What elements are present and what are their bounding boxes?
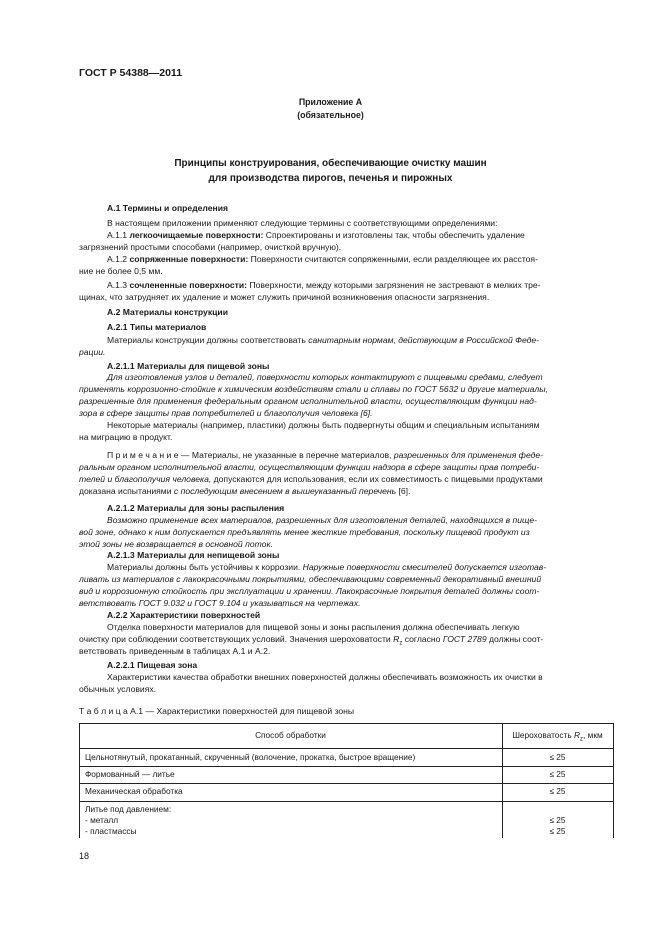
paragraph-line: Характеристики качества обработки внешних поверхностей должны обеспечивать возможность их очистки в: [107, 672, 543, 682]
paragraph-line: разрешенные для применения федеральным органом исполнительной власти, осуществляющим функции над-: [79, 396, 537, 406]
table-cell-value: ≤ 25: [549, 769, 566, 779]
paragraph-line: рации.: [79, 347, 106, 357]
table-cell-value: ≤ 25: [549, 826, 566, 836]
section-heading: А.1 Термины и определения: [107, 203, 229, 213]
table-cell-method: Цельнотянутый, прокатанный, скрученный (волочение, прокатка, быстрое вращение): [85, 752, 416, 762]
text-run: Материалы, не указанные в перечне материалов,: [191, 450, 392, 460]
table-caption-text: Характеристики поверхностей для пищевой зоны: [156, 706, 355, 716]
paragraph-line: Возможно применение всех материалов, разрешенных для изготовления деталей, находящихся в пище-: [107, 515, 537, 525]
section-heading: А.2 Материалы конструкции: [107, 307, 228, 317]
term-number: А.1.2: [107, 254, 128, 264]
text-run: Материалы должны быть устойчивы к коррозии.: [107, 562, 301, 572]
term-definition: Поверхности, между которыми загрязнения не застревают в мелких тре-: [249, 280, 541, 290]
text-run: [6].: [398, 486, 411, 496]
paragraph-line: щинах, что затрудняет их удаление и может служить причиной возникновения опасности загрязнения.: [79, 292, 490, 302]
text-run: согласно: [404, 634, 441, 644]
note-line: [79, 474, 543, 485]
table-caption: [79, 706, 354, 717]
characteristics-table: [79, 723, 614, 838]
paragraph-line: вид и коррозионную стойкость при эксплуатации и хранении. Лакокрасочные покрытия деталей должны соот-: [79, 586, 540, 596]
paragraph-line: вой зоне, однако к ним допускается предъявлять менее жесткие требования, поскольку пищевой продукт из: [79, 527, 530, 537]
term-number: А.1.1: [107, 230, 128, 240]
symbol-r: R: [393, 634, 400, 644]
table-rule: [79, 766, 614, 767]
note-line: [79, 486, 410, 497]
text-run: Шероховатость: [512, 730, 572, 740]
document-header: ГОСТ Р 54388—2011: [79, 67, 183, 79]
paragraph-line: ливать из материалов с лакокрасочными покрытиями, обеспечивающими современный декоративный внешний: [79, 574, 542, 584]
paragraph-line: Для изготовления узлов и деталей, поверхности которых контактируют с пищевыми средами, следует: [107, 372, 543, 382]
appendix-title: Приложение А: [298, 97, 363, 107]
paragraph-line: ветствовать ГОСТ 9.032 и ГОСТ 9.104 и указываться на чертежах.: [79, 598, 361, 608]
text-run: санитарным нормам, действующим в Российской Феде-: [308, 335, 540, 345]
symbol-r: R: [574, 730, 581, 740]
text-run: должны соот-: [489, 634, 544, 644]
paragraph-line: на миграцию в продукт.: [79, 432, 173, 442]
term-name: сочлененные поверхности:: [129, 280, 248, 290]
paragraph-line: Некоторые материалы (например, пластики) должны быть подвергнуты общим и специальным испытаниям: [107, 420, 540, 430]
table-cell-method: - пластмассы: [85, 826, 137, 836]
paragraph-line: применять коррозионно-стойкие к химическим воздействиям стали и сплавы по ГОСТ 5632 и другие материалы,: [79, 384, 548, 394]
section-heading: А.2.2.1 Пищевая зона: [107, 660, 198, 670]
text-run: Материалы конструкции должны соответствовать: [107, 335, 306, 345]
text-run: , мкм: [583, 730, 603, 740]
section-heading: А.2.1 Типы материалов: [107, 322, 207, 332]
paragraph-line: обычных условиях.: [79, 684, 157, 694]
paragraph-line: загрязнений простыми способами (например, очисткой вручную).: [79, 242, 342, 252]
table-header-method: Способ обработки: [255, 730, 326, 740]
paragraph-line: этой зоны не возвращается в основной поток.: [79, 539, 273, 549]
table-rule: [79, 723, 614, 724]
text-run: ГОСТ 2789: [442, 634, 487, 644]
table-cell-value: ≤ 25: [549, 815, 566, 825]
table-cell-method: Формованный — литье: [85, 769, 175, 779]
term-line: [107, 230, 525, 241]
table-cell-method: Механическая обработка: [85, 786, 183, 796]
paragraph-line: В настоящем приложении применяют следующие термины с соответствующими определениями:: [107, 218, 498, 228]
table-caption-label: Т а б л и ц а А.1 —: [79, 706, 155, 716]
paragraph-line: ние не более 0,5 мм.: [79, 266, 163, 276]
text-run: очистку при соблюдении соответствующих условий. Значения шероховатости: [79, 634, 391, 644]
table-rule: [79, 748, 614, 749]
paragraph-line: ветствовать приведенным в таблицах А.1 и А.2.: [79, 646, 271, 656]
text-run: доказана испытаниями: [79, 486, 172, 496]
paragraph-line: Отделка поверхности материалов для пищевой зоны и зоны распыления должна обеспечивать легкую: [107, 622, 520, 632]
note-label: П р и м е ч а н и е —: [107, 450, 190, 460]
page-title-line-2: для производства пирогов, печенья и пирожных: [208, 173, 453, 184]
paragraph-line: зора в сфере защиты прав потребителей и благополучия человека [6].: [79, 408, 373, 418]
term-number: А.1.3: [107, 280, 128, 290]
page-title-line-1: Принципы конструирования, обеспечивающие очистку машин: [174, 158, 487, 169]
section-heading: А.2.2 Характеристики поверхностей: [107, 610, 261, 620]
table-rule: [79, 783, 614, 784]
symbol-subscript: z: [580, 736, 584, 743]
term-definition: Спроектированы и изготовлены так, чтобы обеспечить удаление: [265, 230, 525, 240]
table-rule: [79, 801, 614, 802]
term-line: [107, 254, 538, 265]
section-heading: А.2.1.1 Материалы для пищевой зоны: [107, 361, 270, 371]
symbol-subscript: z: [399, 640, 403, 647]
table-header-roughness: [502, 730, 613, 746]
appendix-status: (обязательное): [297, 110, 364, 120]
text-run: Наружные поверхности смесителей допускается изготав-: [302, 562, 547, 572]
term-line: [107, 280, 541, 291]
text-run: допускаются для использования, если их совместимость с пищевыми продуктами: [213, 474, 543, 484]
section-heading: А.2.1.2 Материалы для зоны распыления: [107, 503, 285, 513]
paragraph-line: [107, 335, 539, 346]
note-line: [107, 450, 543, 461]
paragraph-line: [107, 562, 546, 573]
term-name: легкоочищаемые поверхности:: [129, 230, 264, 240]
section-heading: А.2.1.3 Материалы для непищевой зоны: [107, 550, 280, 560]
text-run: телей и благополучия человека,: [79, 474, 212, 484]
note-line: ральным органом исполнительной власти, осуществляющим функции надзора в сфере защиты прав потреби-: [79, 462, 540, 472]
table-cell-value: ≤ 25: [549, 786, 566, 796]
term-name: сопряженные поверхности:: [129, 254, 249, 264]
text-run: с последующим внесением в вышеуказанный перечень: [173, 486, 397, 496]
table-cell-method: - металл: [85, 815, 119, 825]
table-cell-value: ≤ 25: [549, 752, 566, 762]
table-cell-method: Литье под давлением:: [85, 804, 172, 814]
text-run: разрешенных для применения феде-: [393, 450, 544, 460]
page-number: 18: [79, 851, 90, 861]
term-definition: Поверхности считаются сопряженными, если разделяющее их расстоя-: [250, 254, 538, 264]
table-rule: [613, 723, 614, 838]
